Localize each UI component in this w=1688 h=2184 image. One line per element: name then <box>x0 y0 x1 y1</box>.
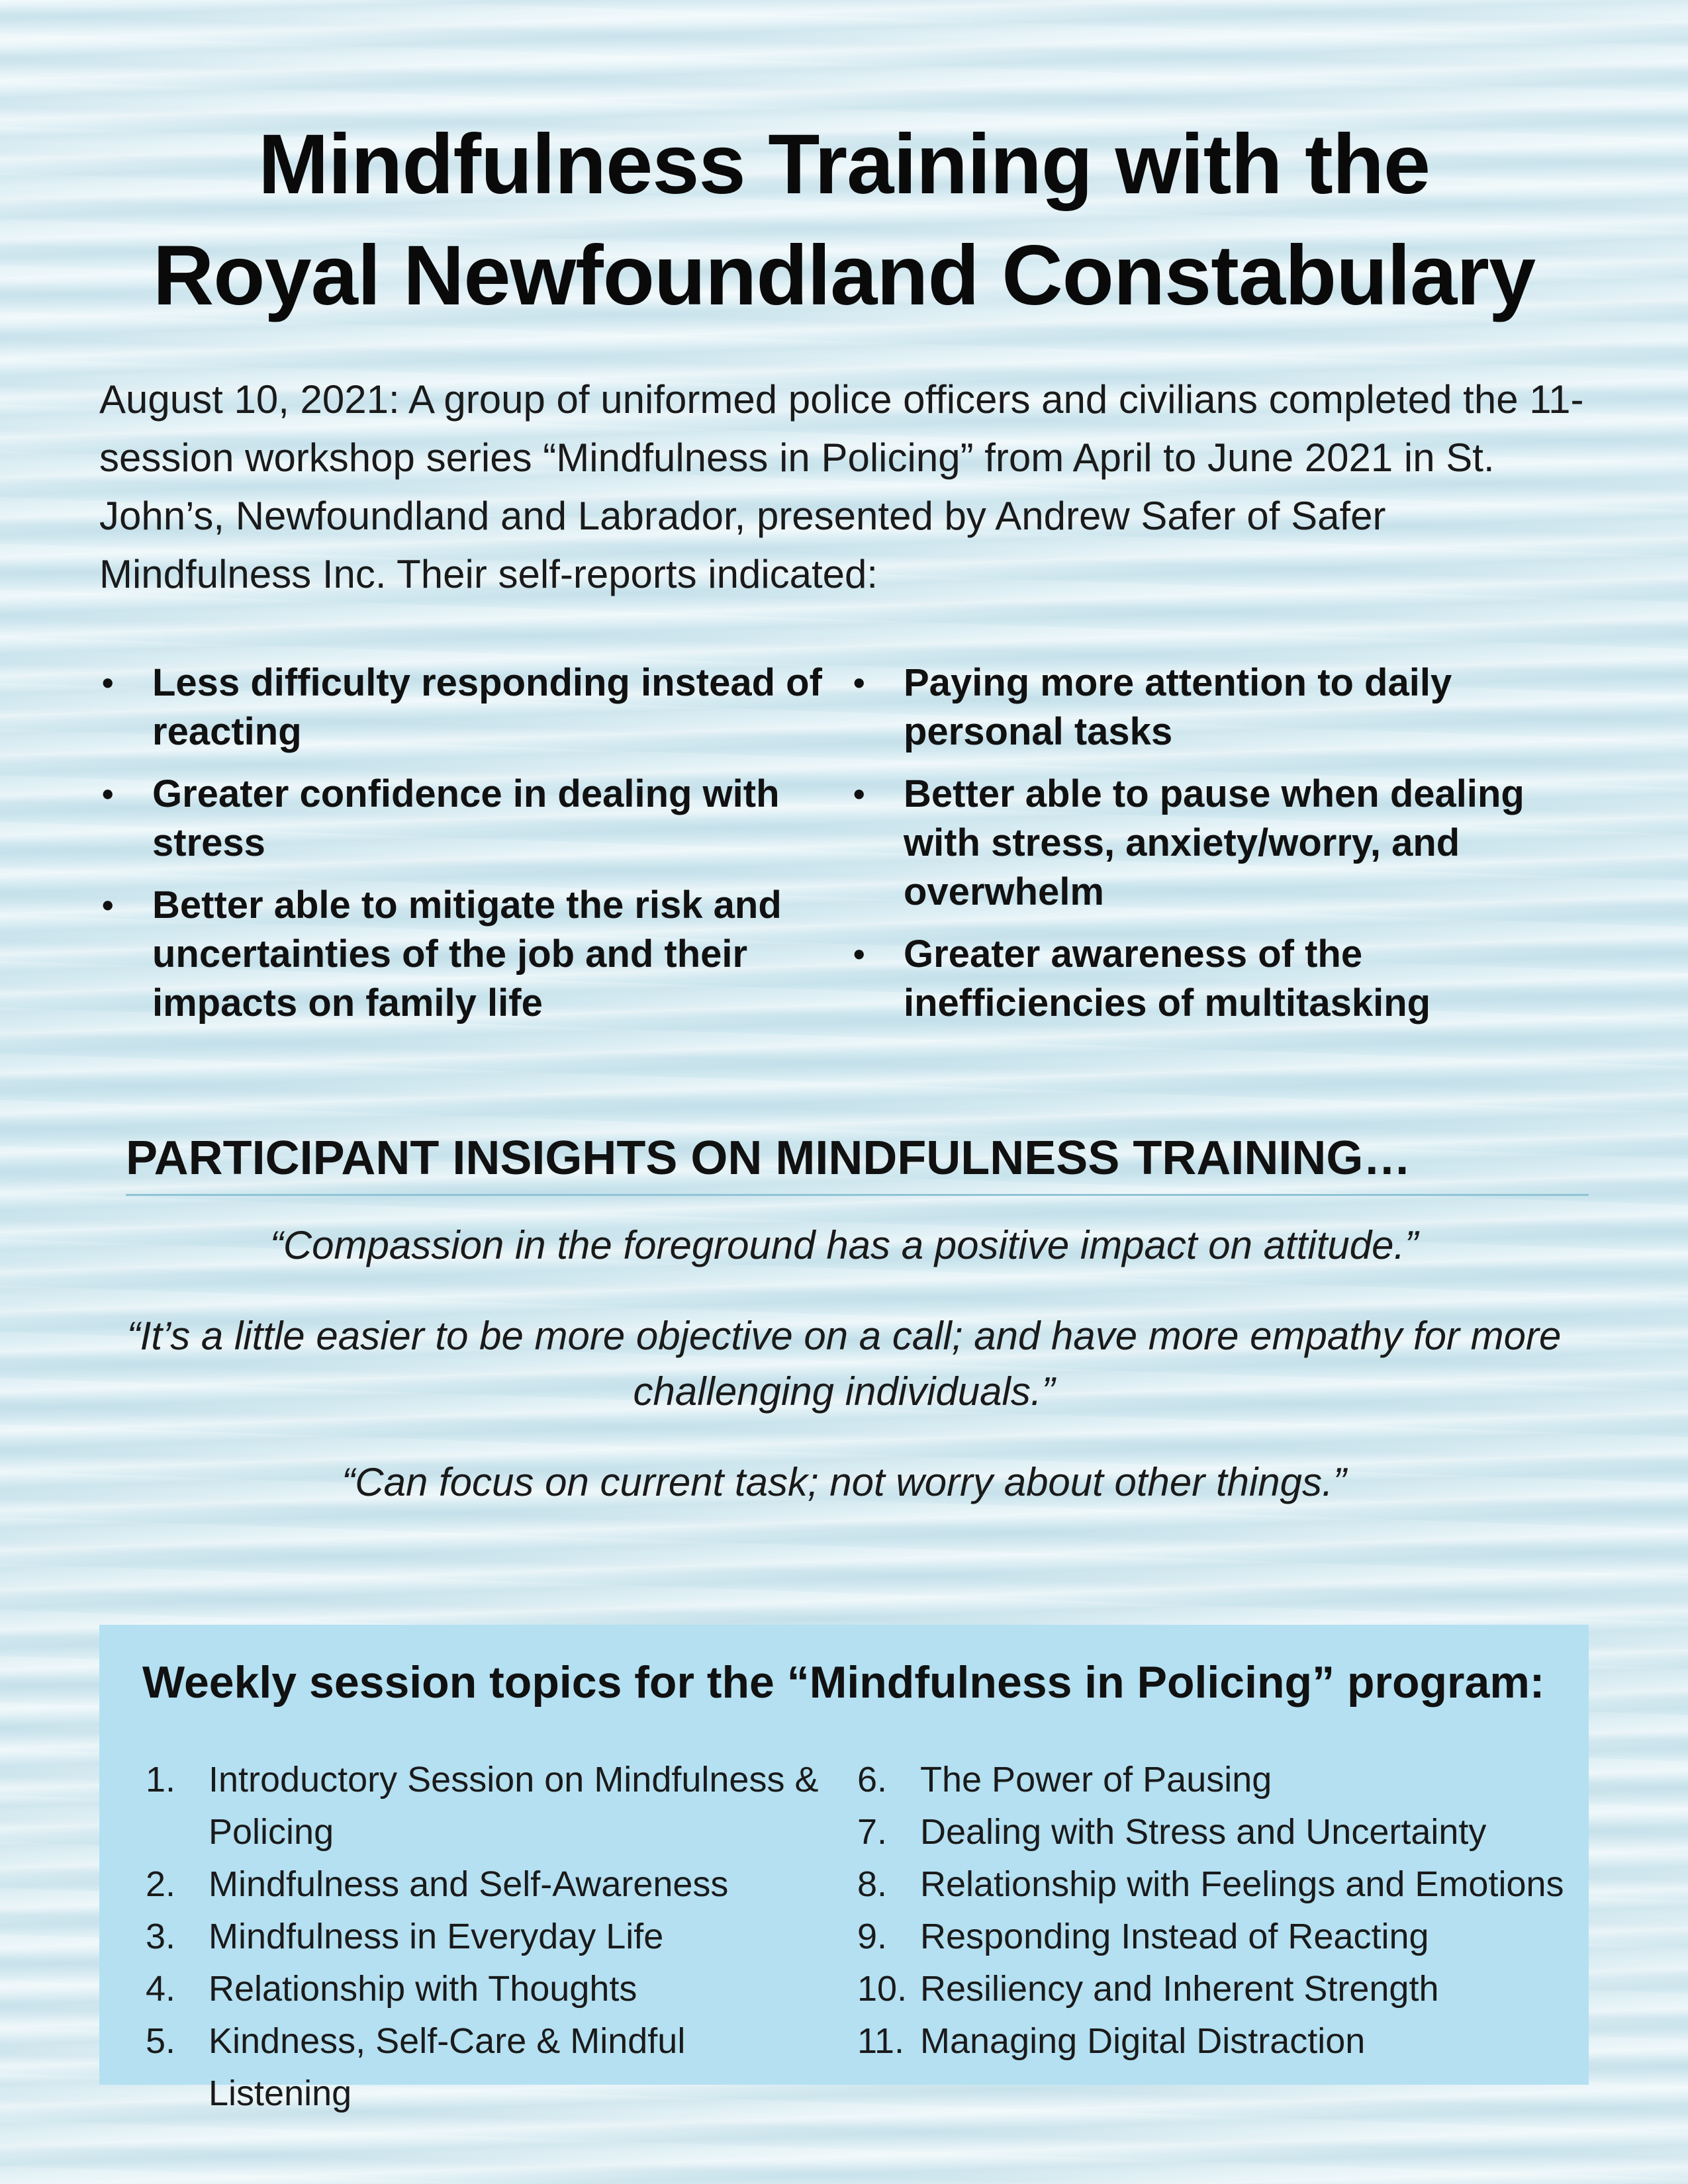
topic-label: Mindfulness in Everyday Life <box>209 1917 664 1956</box>
insights-heading: PARTICIPANT INSIGHTS ON MINDFULNESS TRAINING… <box>126 1125 1589 1196</box>
topic-label: Managing Digital Distraction <box>920 2021 1366 2061</box>
title-line-2: Royal Newfoundland Constabulary <box>152 228 1536 323</box>
bullet-marker: • <box>102 887 114 924</box>
participant-quotes <box>99 1218 1589 1545</box>
topic-item <box>857 1754 1572 1806</box>
result-text: Greater confidence in dealing with stress <box>152 772 780 864</box>
topic-label: The Power of Pausing <box>920 1760 1272 1799</box>
results-list-left <box>99 659 834 1041</box>
bullet-marker: • <box>853 776 865 813</box>
bullet-marker: • <box>102 776 114 813</box>
page-title <box>0 109 1688 332</box>
result-item <box>99 770 834 868</box>
result-item <box>851 659 1605 756</box>
topic-number: 10. <box>857 1969 908 2009</box>
topic-number: 7. <box>857 1812 888 1852</box>
topic-item <box>146 2015 834 2120</box>
topic-number: 2. <box>146 1864 176 1904</box>
topic-item <box>857 1858 1572 1911</box>
result-item <box>99 881 834 1028</box>
topic-number: 6. <box>857 1760 888 1799</box>
bullet-marker: • <box>853 664 865 702</box>
topics-heading: Weekly session topics for the “Mindfulness in Policing” program: <box>142 1657 1545 1707</box>
topics-list-left <box>146 1754 834 2120</box>
topic-item <box>146 1963 834 2015</box>
result-item <box>851 770 1605 917</box>
topics-list-right <box>857 1754 1572 2068</box>
topic-label: Responding Instead of Reacting <box>920 1917 1429 1956</box>
topic-number: 5. <box>146 2021 176 2061</box>
topic-number: 4. <box>146 1969 176 2009</box>
result-text: Better able to pause when dealing with stress, anxiety/worry, and overwhelm <box>904 772 1524 913</box>
topic-item <box>146 1754 834 1858</box>
intro-paragraph: August 10, 2021: A group of uniformed police officers and civilians completed the 11-session workshop series “Mindfulness in Policing” from April to June 2021 in St. John’s, Newfoundland and Labrador, presented by Andrew Safer of Safer Mindfulness Inc. Their self-reports indicated: <box>99 377 1584 596</box>
topic-item <box>146 1858 834 1911</box>
topic-label: Dealing with Stress and Uncertainty <box>920 1812 1487 1852</box>
result-text: Less difficulty responding instead of reacting <box>152 661 822 753</box>
quote: “Can focus on current task; not worry about other things.” <box>342 1460 1346 1504</box>
topic-item <box>857 1806 1572 1858</box>
topic-number: 11. <box>857 2021 905 2061</box>
topic-item <box>857 1911 1572 1963</box>
bullet-marker: • <box>853 936 865 973</box>
topic-label: Relationship with Feelings and Emotions <box>920 1864 1564 1904</box>
session-topics-panel <box>99 1625 1589 2113</box>
quote: “It’s a little easier to be more objective on a call; and have more empathy for more challenging individuals.” <box>126 1314 1562 1414</box>
results-list-right <box>851 659 1605 1041</box>
result-text: Paying more attention to daily personal tasks <box>904 661 1452 753</box>
topic-label: Resiliency and Inherent Strength <box>920 1969 1439 2009</box>
result-item <box>851 930 1605 1028</box>
quote: “Compassion in the foreground has a positive impact on attitude.” <box>269 1223 1419 1267</box>
topic-number: 9. <box>857 1917 888 1956</box>
topic-label: Relationship with Thoughts <box>209 1969 637 2009</box>
topic-label: Introductory Session on Mindfulness & Policing <box>209 1760 819 1852</box>
topic-number: 8. <box>857 1864 888 1904</box>
topic-item <box>857 2015 1572 2068</box>
bullet-marker: • <box>102 664 114 702</box>
topic-item <box>146 1911 834 1963</box>
topic-label: Kindness, Self-Care & Mindful Listening <box>209 2021 686 2113</box>
topic-number: 1. <box>146 1760 176 1799</box>
title-line-1: Mindfulness Training with the <box>258 117 1430 212</box>
topic-label: Mindfulness and Self-Awareness <box>209 1864 729 1904</box>
result-text: Greater awareness of the inefficiencies of multitasking <box>904 933 1431 1024</box>
result-item <box>99 659 834 756</box>
topic-number: 3. <box>146 1917 176 1956</box>
topic-item <box>857 1963 1572 2015</box>
result-text: Better able to mitigate the risk and uncertainties of the job and their impacts on family life <box>152 884 782 1024</box>
